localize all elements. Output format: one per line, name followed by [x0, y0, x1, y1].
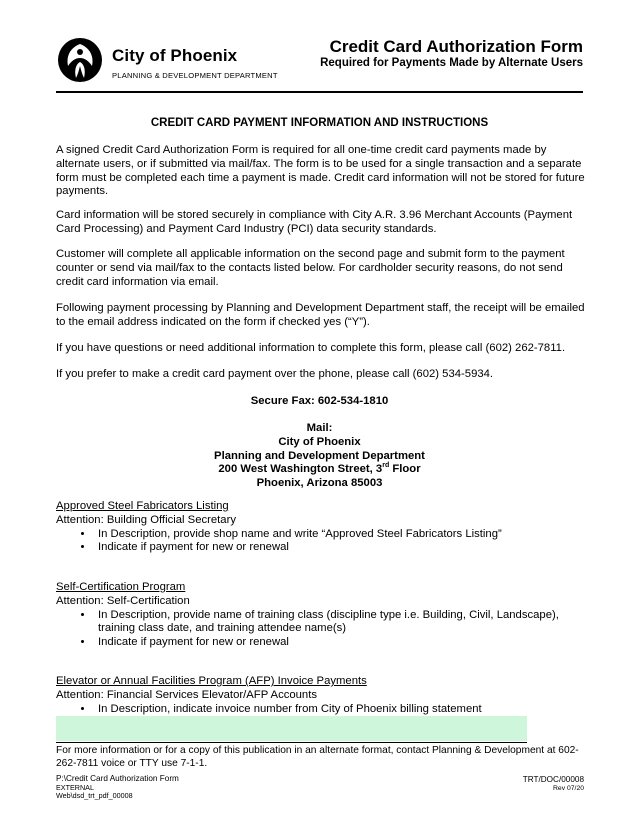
highlight-field: [56, 716, 527, 741]
program-title: Elevator or Annual Facilities Program (AFP) Invoice Payments: [56, 675, 367, 687]
secure-fax: Secure Fax: 602-534-1810: [250, 395, 389, 407]
program-bullets: [56, 528, 588, 556]
mail-address-block: [56, 422, 583, 491]
program-title: Approved Steel Fabricators Listing: [56, 500, 229, 512]
program-bullets: [56, 703, 588, 717]
paragraph-receipt: Following payment processing by Planning and Development Department staff, the receipt will be emailed to the email address indicated on the form if checked yes (“Y”).: [56, 302, 585, 328]
program-steel-fabricators: [56, 500, 588, 555]
list-item: • In Description, provide shop name and write “Approved Steel Fabricators Listing”: [94, 528, 588, 542]
form-title: Credit Card Authorization Form: [329, 37, 583, 56]
paragraph-phone-payment: If you prefer to make a credit card payment over the phone, please call (602) 534-5934.: [56, 368, 494, 380]
footer-rev: Rev 07/20: [553, 785, 584, 792]
paragraph-form-requirement: A signed Credit Card Authorization Form is required for all one-time credit card payments made by alternate users, or if submitted via mail/fax. The form is to be used for a single transaction and a separate form must be completed each time a payment is made. Credit card information will not be stored for future payments.: [56, 144, 585, 198]
program-attention: Attention: Building Official Secretary: [56, 513, 237, 526]
mail-label: Mail:: [306, 422, 333, 434]
footer-webid: Web\dsd_trt_pdf_00008: [56, 791, 133, 800]
paragraph-submission: Customer will complete all applicable information on the second page and submit form to the payment counter or send via mail/fax to the contacts listed below. For cardholder security reasons, do not send credit card information via email.: [56, 248, 565, 288]
program-self-certification: [56, 581, 588, 650]
footer-divider: [56, 742, 527, 743]
program-attention: Attention: Financial Services Elevator/AFP Accounts: [56, 688, 318, 701]
form-subtitle: Required for Payments Made by Alternate Users: [320, 57, 583, 69]
mail-city: Phoenix, Arizona 85003: [256, 477, 383, 490]
footer-external: EXTERNAL: [56, 782, 94, 792]
program-bullets: [56, 609, 588, 650]
footer-file-info: [56, 775, 179, 801]
list-item: • In Description, provide name of training class (discipline type i.e. Building, Civil, Landscape), training class date, and training attendee name(s): [94, 609, 588, 637]
footer-note: For more information or for a copy of this publication in an alternate format, contact Planning & Development at 602-262-7811 voice or TTY use 7-1-1.: [56, 745, 579, 769]
footer-path: P:\Credit Card Authorization Form: [56, 774, 179, 783]
program-attention: Attention: Self-Certification: [56, 594, 190, 607]
phoenix-bird-icon: [56, 36, 104, 84]
program-title: Self-Certification Program: [56, 581, 186, 593]
footer-doc-id: TRT/DOC/00008: [522, 775, 584, 784]
program-elevator-afp: [56, 675, 588, 716]
mail-street: 200 West Washington Street, 3rd Floor: [218, 462, 421, 476]
paragraph-pci-compliance: Card information will be stored securely in compliance with City A.R. 3.96 Merchant Accounts (Payment Card Processing) and Payment Card Industry (PCI) data security standards.: [56, 209, 573, 235]
list-item: • Indicate if payment for new or renewal: [94, 541, 588, 555]
mail-line1: City of Phoenix: [278, 435, 361, 448]
section-heading: CREDIT CARD PAYMENT INFORMATION AND INSTRUCTIONS: [150, 117, 489, 129]
mail-line2: Planning and Development Department: [214, 449, 425, 462]
header-divider: [56, 91, 583, 93]
org-name: City of Phoenix: [112, 46, 238, 65]
org-subtitle: PLANNING & DEVELOPMENT DEPARTMENT: [112, 71, 278, 80]
list-item: • In Description, indicate invoice number from City of Phoenix billing statement: [94, 703, 588, 717]
footer-doc-info: [523, 775, 584, 793]
list-item: • Indicate if payment for new or renewal: [94, 636, 588, 650]
paragraph-questions: If you have questions or need additional information to complete this form, please call (602) 262-7811.: [56, 342, 566, 354]
